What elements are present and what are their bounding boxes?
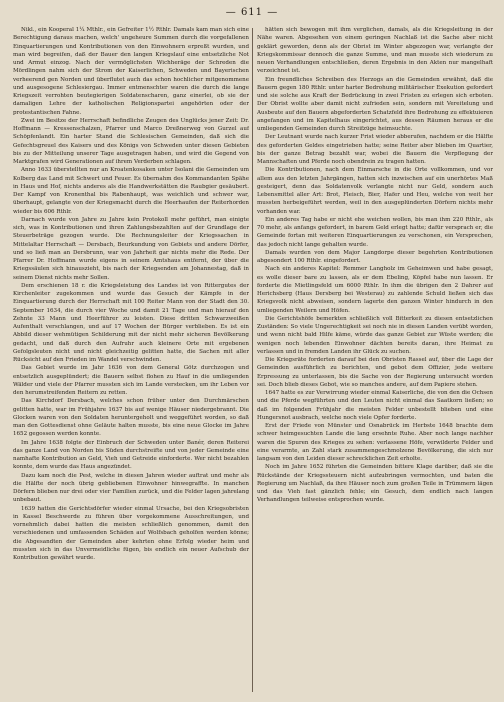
paragraph: Nikl., ein Kooperal 1¼ Mthlr., ein Gefreiter 1½ Rthlr. Damals kam man sich eine Berechtigung daraus machen, welch' ungeheure Summen durch die vorgefallenen Einquartierungen und Kontributionen von den Einwohnern erpreßt wurden, und man wird begreifen, daß der Bauer den langen Kriegslauf eine entsetzliche Not und Armut einzog. Nach der vermöglichsten Wichheräge der Schreden die Mördlingen nahm sich der Strom der Kaiserlichen, Schweden und Bayerischen verheerend gen Norden und überflutet auch das schon hochlicher mitgenommene und ausgesogene Schlesiergau. Immer entmenschter waren die durch die lange Kriegszeit verrohten beutegierigen Soldatenscharen, ganz einerlei, ob sie der damaligen Lehre der katholischen Religionspartei angehörten oder der protestantischen Fahne. bbox=[13, 27, 249, 116]
paragraph: Ein anderes Tag habe er nicht ehe weichen wollen, bis man ihm 220 Rthlr., als 70 mehr, als anfangs gefordert, in barem Geld erlegt hatte; dafür versprach er, die Gemeinde fortan mit weiteren Einquartierungen zu verschonen, ein Versprechen, das jedoch nicht lange gehalten wurde. bbox=[257, 216, 493, 248]
page-number: — 611 — bbox=[225, 7, 279, 18]
paragraph: Im Jahre 1638 folgte der Einbruch der Schweden unter Banér, deren Reiterei das ganze Land von Norden bis Süden durchstreifte und von jeder Gemeinde eine namhafte Kontribution an Geld, Vieh und Getreide einforderte. Wer nicht bezahlen konnte, dem wurde das Haus angezündet. bbox=[13, 439, 249, 471]
left-column bbox=[13, 26, 249, 694]
paragraph: Das Kirchdorf Dersbach, welches schon früher unter den Durchmärschen gelitten hatte, war im Frühjahre 1637 bis auf wenige Häuser niedergebrannt. Die Glocken waren von den Soldaten heruntergeholt und weggeführt worden, so daß man den Gottesdienst ohne Geläute halten musste, bis eine neue Glocke im Jahre 1652 gegossen werden konnte. bbox=[13, 398, 249, 438]
paragraph: 1647 hatte es zur Verwirrung wieder einmal Kaiserliche, die von den die Ochsen und die Pferde wegführten und den Leuten nicht einmal das Saatkorn ließen; so daß im folgenden Frühjahr die meisten Felder unbestellt blieben und eine Hungersnot ausbrach, welche noch viele Opfer forderte. bbox=[257, 390, 493, 421]
paragraph: 1639 hatten die Gerichtsdörfer wieder einmal Ursache, bei den Kriegsobristen in Kassel Beschwerde zu führen über vorgekommene Ausschreitungen, und vornehmlich dabei hatten die meisten schließlich genommen, damit den verschiedenen und umfassenden Schäden auf Wolfsbach geholfen werden könne; die Abgesandten der Gemeinden aber kehrten ohne Erfolg wieder heim und mussten sich in das Unvermeidliche fügen, bis endlich ein neuer Aufschub der Kontribution gewährt wurde. bbox=[13, 505, 249, 561]
paragraph: hätten sich bewogen mit ihm verglichen, damals, als die Kriegsleitung in der Nähe waren. Abgesehen von einem geringen Nachlaß ist die Sache aber nicht geklärt geworden, denn als der Obrist im Winter abgezogen war, verlangte der Kriegskommissar dennoch die ganze Summe, und man musste sich wiederum zu neuen Verhandlungen entschließen, deren Ergebnis in den Akten nur mangelhaft verzeichnet ist. bbox=[257, 27, 493, 75]
paragraph: Nach ein anderes Kapitel: Remmer Langholz im Geheimwen und habe gesagt, es wolle dieser bare zu lassen, als er dem Ebeling, Köpfel habe nun lassen. Er forderte die Mietlingsfeld um 6000 Rthlr. In ihm die übrigen den 2 Dahrer auf Herichsberg (Haus Dersberg bei Westerau) zu zahlende Schuld ließen sich das Kriegsvolk nicht abweisen, sondern lagerte den ganzen Winter hindurch in den umliegenden Weilern und Höfen. bbox=[257, 266, 493, 314]
paragraph: Anno 1633 überstellten nur an Kroatenkosaken unter Isolani die Gemeinden um Kolberg das Land mit Schwert und Feuer. Es übernahm des Kommandanten Spähe in Haus und Hof, nichts anderes als die Handwerkstätten die Raubgier gesäubert. Der Kampf von Kronenthal bis Rabenhaupt, was weichlich und schwer war, überhaupt, gelangte von der Kriegsmacht durch die Heerhaufen der Reiterhorden wieder bis 606 Rthlr. bbox=[13, 167, 249, 215]
paragraph: Dem erschienen 18 r. die Kriegsleistung des Landes ist von Rittergutes der Kirchenleiter zugekommen und wurde das Gesuch der Kämpfe in der Einquartierung durch der Herrschaft mit 100 Reiter Mann von der Stadt den 30. September 1634, die durch vier Woche und damit 21 Tage und man hierauf den Zehnte 33 Mann und Heerführer zu leisten. Diese dritten Schwarzweißen Aufenthalt verschlangen, und auf 17 Wochen der Bürger verblieben. Es ist ein Abbild dieser wehmütigen Schilderung mit der nicht mehr sicheren Bevölkerung gedacht, und daß durch den Aufruhr auch kleinere Orte mit ergebenen Gefolgsleuten nicht und nicht gleichzeitig gelitten hatte, die Sachen mit aller Rücksicht auf den Frieden im Wandel verschwinden. bbox=[13, 282, 249, 363]
paragraph: Die Gerichtshöfe bemerkten schließlich voll Bitterkeit zu diesen entsetzlichen Zuständen: So viele Ungerechtigkeit sei noch nie in diesen Landen verübt worden, und wenn nicht bald Hilfe käme, würde das ganze Gebiet zur Wüste werden; die wenigen noch lebenden Einwohner dächten bereits daran, ihre Heimat zu verlassen und in fremden Landen ihr Glück zu suchen. bbox=[257, 315, 493, 355]
paragraph: Erst der Friede von Münster und Osnabrück im Herbste 1648 brachte dem schwer heimgesuchten Lande die lang ersehnte Ruhe. Aber noch lange nachher waren die Spuren des Krieges zu sehen: verlassene Höfe, verwilderte Felder und eine verarmte, an Zahl stark zusammengeschmolzene Bevölkerung, die sich nur langsam von den Leiden dieser schrecklichen Zeit erholte. bbox=[257, 423, 493, 462]
paragraph: Noch im Jahre 1652 führten die Gemeinden bittere Klage darüber, daß sie die Rückstände der Kriegssteuern nicht aufzubringen vermochten, und baten die Regierung um Nachlaß, da ihre Häuser noch zum großen Teile in Trümmern lägen und das Vieh fast gänzlich fehle; ein Gesuch, dem endlich nach langen Verhandlungen teilweise entsprochen wurde. bbox=[257, 464, 493, 504]
paragraph: Ein freundliches Schreiben des Herzogs an die Gemeinden erwähnt, daß die Bauern gegen 180 Rthlr. unter harter Bedrohung militärischer Exekution gefordert und sie solche aus Kraft der Bedrückung in zwei Fristen zu erlegen sich erboten. Der Obrist wollte aber damit nicht zufrieden sein, sondern mit Vereitelung und Ausbeute auf den Bauern abgeforderten Schatzfeld ihre Bedrohung zu effektuieren angefangen und im Kapitelhaus eingerichtet, aus dessen Räumen heraus er die umliegenden Gemeinden durch Streifzüge heimsuchte. bbox=[257, 76, 493, 132]
paragraph: Der Leutnant wurde nach kurzer Frist wieder abberufen, nachdem er die Hälfte des geforderten Geldes eingetrieben hatte; seine Reiter aber blieben im Quartier, bis der ganze Betrag bezahlt war, wobei die Bauern die Verpflegung der Mannschaften und Pferde noch obendrein zu tragen hatten. bbox=[257, 134, 493, 165]
paragraph: Die Kontributionen, nach dem Einmarsche in die Orte vollkommen, und vor allem aus den letzten Jahrgängen, hatten sich inzwischen auf ein unerhörtes Maß gesteigert, denn das Soldatenvolk verlangte nicht nur Geld, sondern auch Lebensmittel aller Art: Brot, Fleisch, Bier, Hafer und Heu, welche von weit her mussten herbeigeführt werden, weil in den ausgeplünderten Dörfern nichts mehr vorhanden war. bbox=[257, 167, 493, 215]
paragraph: Dazu kam noch die Pest, welche in diesen Jahren wieder auftrat und mehr als die Hälfte der noch übrig gebliebenen Einwohner hinwegraffte. In manchen Dörfern blieben nur drei oder vier Familien zurück, und die Felder lagen jahrelang unbebaut. bbox=[13, 472, 249, 504]
paragraph: Das Gebiet wurde im Jahr 1636 von dem General Götz durchzogen und entsetzlich ausgeplündert; die Bauern selbst flohen zu Hauf in die umliegenden Wälder und viele der Pfarrer mussten sich im Lande verstecken, um ihr Leben vor den herumstreifenden Reitern zu retten. bbox=[13, 365, 249, 396]
paragraph: Die Kriegsräte forderten darauf bei den Obristen Rassel auf, über die Lage der Gemeinden ausführlich zu berichten, und gebot dem Offizier, jede weitere Erpressung zu unterlassen, bis die Sache von der Regierung untersucht worden sei. Doch blieb dieses Gebot, wie so manches andere, auf dem Papiere stehen. bbox=[257, 357, 493, 388]
column-divider bbox=[252, 28, 253, 692]
paragraph: Zwei im Besitze der Herrschaft befindliche Zeugen des Unglücks jener Zeit: Dr. Hoffmann — Kressenschalzen, Pfarrer und Marco Dreßnerweg von Gurzel auf Schöpfenlandt. Ein harter Stand die Schlesischen Gemeinden, daß sich die Gefechtsgreuel des Kaisers und des Königs von Schweden unter diesen Gebieten bis zu der Mitteilung unserer Tage ausgetragen haben, und wird die Gegend von Marktgrafen wird Generationen auf ihrem Verderben schlagen. bbox=[13, 117, 249, 165]
paragraph: Damals wurden von dem Major Langdorpe dieser begehrten Kontributionen abgesondert 100 Rthlr. eingefordert. bbox=[257, 249, 493, 264]
right-column bbox=[257, 26, 493, 694]
paragraph: Darnach wurde von Jahre zu Jahre kein Protokoll mehr geführt, man einigte sich, was in Kontributionen und ihren Zahlungsbezahlten auf der Grundlage der Steuerbeträge gezogen wurde. Die Rechnungsleiter der Kriegssachen in Mittelaltar Herrschaft — Dersbach, Beurkundung von Gebiets und andere Dörfer, und so ließ man an Dersbrunn, war von Jahrheit gar nichts mehr die Rede. Der Pfarrer Dr. Hoffmann wurde eigens in seinem Amtshaus entfernt, der über die Kriegssäulen sich hinauszieht, bis nach der Kriegsenden am Johannestag, daß in seinem Dienst nichts mehr Sollen. bbox=[13, 216, 249, 281]
